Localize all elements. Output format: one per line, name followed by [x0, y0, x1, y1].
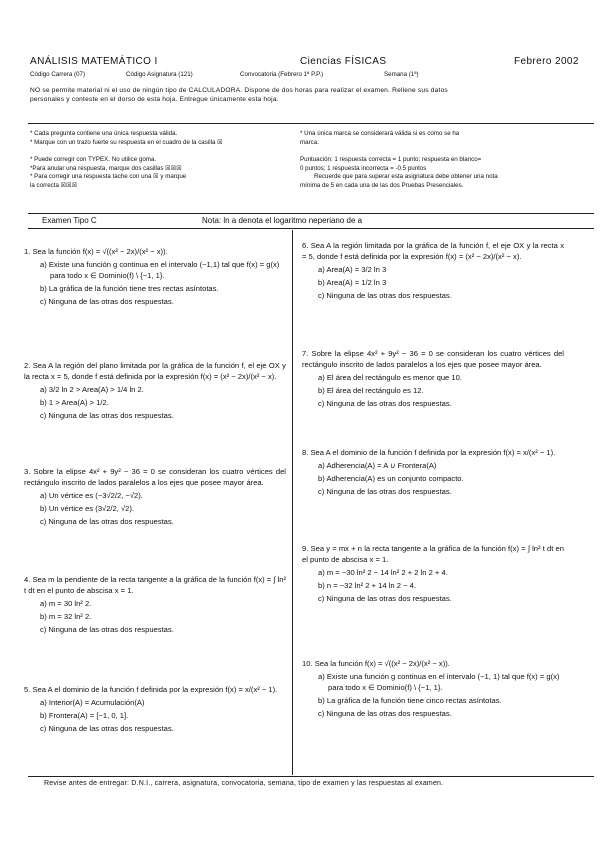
call-info: Convocatoria (Febrero 1ª P.P.) — [240, 71, 324, 78]
question-stem: Sea la función f(x) = √((x² − 2x)/(x² − x)). — [32, 247, 168, 256]
question-stem: Sea m la pendiente de la recta tangente a la gráfica de la función f(x) = ∫ ln² t dt en el punto de abscisa x = 1. — [24, 575, 286, 595]
question-stem: Sea y = mx + n la recta tangente a la gráfica de la función f(x) = ∫ ln² t dt en el punto de abscisa x = 1. — [302, 544, 564, 564]
question-number: 2. — [24, 361, 31, 370]
notice-line: NO se permite material ni el uso de ningún tipo de CALCULADORA. Dispone de dos horas para realizar el examen. Rellene sus datos — [30, 87, 448, 94]
question-1 — [24, 246, 286, 307]
exam-type: Examen Tipo C — [42, 216, 97, 225]
option-b[interactable]: b) Frontera(A) = [−1, 0, 1]. — [40, 711, 129, 720]
column-divider — [292, 230, 293, 775]
degree-title: Ciencias FÍSICAS — [300, 56, 387, 67]
option-b[interactable]: b) m = 32 ln² 2. — [40, 612, 92, 621]
option-c[interactable]: c) Ninguna de las otras dos respuestas. — [318, 399, 452, 408]
instruction-line: la correcta ☒☒☒ — [30, 181, 78, 189]
option-b[interactable]: b) Area(A) = 1/2 ln 3 — [318, 278, 387, 287]
career-code: Código Carrera (07) — [30, 71, 86, 78]
question-stem: Sea A el dominio de la función f definida por la expresión f(x) = x/(x² − 1). — [310, 448, 556, 457]
instruction-line: Puntuación: 1 respuesta correcta = 1 punto; respuesta en blanco= — [300, 156, 482, 163]
question-stem: Sea A el dominio de la función f definida por la expresión f(x) = x/(x² − 1). — [32, 685, 278, 694]
instruction-line: * Una única marca se considerará válida si es como se ha — [300, 130, 460, 137]
option-a[interactable]: a) Adherencia(A) = A ∪ Frontera(A) — [318, 461, 437, 470]
option-b[interactable]: b) La gráfica de la función tiene cinco rectas asíntotas. — [318, 696, 502, 705]
question-number: 3. — [24, 467, 31, 476]
question-number: 7. — [302, 349, 309, 358]
option-a[interactable]: a) El área del rectángulo es menor que 10. — [318, 373, 462, 382]
instructions-left — [30, 130, 288, 190]
divider — [28, 213, 594, 214]
question-number: 1. — [24, 247, 31, 256]
question-2 — [24, 360, 286, 421]
question-stem: Sea la función f(x) = √((x² − 2x)/(x² − x)). — [314, 659, 450, 668]
option-a[interactable]: a) 3/2 ln 2 > Area(A) > 1/4 ln 2. — [40, 385, 144, 394]
option-c[interactable]: c) Ninguna de las otras dos respuestas. — [318, 487, 452, 496]
notice-line: personales y conteste en el dorso de esta hoja. Entregue únicamente esta hoja. — [30, 96, 279, 103]
question-number: 6. — [302, 241, 309, 250]
option-c[interactable]: c) Ninguna de las otras dos respuestas. — [318, 291, 452, 300]
question-stem: Sobre la elipse 4x² + 9y² − 36 = 0 se consideran los cuatro vértices del rectángulo inscrito de lados paralelos a los ejes que posee mayor área. — [302, 349, 564, 369]
instruction-line: mínima de 5 en cada una de las dos Pruebas Presenciales. — [300, 181, 464, 189]
option-a[interactable]: a) m = 30 ln² 2. — [40, 599, 92, 608]
question-5 — [24, 684, 286, 734]
option-c[interactable]: c) Ninguna de las otras dos respuestas. — [40, 625, 174, 634]
question-number: 5. — [24, 685, 31, 694]
question-number: 4. — [24, 575, 31, 584]
question-stem: Sea A la región del plano limitada por la gráfica de la función f, el eje OX y la recta x = 5, donde f está definida por la expresión f(x) = (x² − 2x)/(x² − x). — [24, 361, 286, 381]
option-c[interactable]: c) Ninguna de las otras dos respuestas. — [40, 297, 174, 306]
exam-date: Febrero 2002 — [514, 56, 579, 67]
question-number: 8. — [302, 448, 309, 457]
log-note: Nota: ln a denota el logaritmo neperiano de a — [202, 216, 363, 225]
option-a[interactable]: a) Interior(A) = Acumulación(A) — [40, 698, 145, 707]
subject-code: Código Asignatura (121) — [126, 71, 193, 78]
question-9 — [302, 543, 564, 604]
question-6 — [302, 240, 564, 301]
option-a[interactable]: a) Un vértice es (−3√2/2, −√2). — [40, 491, 143, 500]
instruction-line: marca. — [300, 138, 319, 146]
instruction-line: * Marque con un trazo fuerte su respuesta en el cuadro de la casilla ☒ — [30, 138, 223, 146]
instruction-line: * Cada pregunta contiene una única respuesta válida. — [30, 130, 178, 137]
question-number: 9. — [302, 544, 309, 553]
question-number: 10. — [302, 659, 313, 668]
question-3 — [24, 466, 286, 527]
instruction-line: 0 puntos; 1 respuesta incorrecta = -0.5 puntos — [300, 164, 427, 172]
option-c[interactable]: c) Ninguna de las otras dos respuestas. — [318, 594, 452, 603]
divider — [28, 228, 594, 229]
question-stem: Sea A la región limitada por la gráfica de la función f, el eje OX y la recta x = 5, donde f está definida por la expresión f(x) = (x² − 2x)/(x² − x). — [302, 241, 564, 261]
notice — [30, 86, 590, 104]
instruction-line: *Para anular una respuesta, marque dos casillas ☒☒☒ — [30, 164, 182, 172]
divider — [28, 776, 594, 777]
option-b[interactable]: b) n = −32 ln² 2 + 14 ln 2 − 4. — [318, 581, 416, 590]
option-c[interactable]: c) Ninguna de las otras dos respuestas. — [40, 517, 174, 526]
question-8 — [302, 447, 564, 497]
instruction-line: * Para corregir una respuesta tache con una ☒ y marque — [30, 173, 187, 180]
question-stem: Sobre la elipse 4x² + 9y² − 36 = 0 se consideran los cuatro vértices del rectángulo inscrito de lados paralelos a los ejes que posee mayor área. — [24, 467, 286, 487]
instruction-line: Recuerde que para superar esta asignatura debe obtener una nota — [314, 173, 498, 180]
option-c[interactable]: c) Ninguna de las otras dos respuestas. — [318, 709, 452, 718]
option-c[interactable]: c) Ninguna de las otras dos respuestas. — [40, 411, 174, 420]
question-4 — [24, 574, 286, 635]
option-b[interactable]: b) 1 > Area(A) > 1/2. — [40, 398, 109, 407]
option-a[interactable]: a) Existe una función g continua en el intervalo (−1, 1) tal que f(x) = g(x) para todo x ∈ Dominio(f) \ {−1, 1}. — [318, 672, 560, 692]
week-info: Semana (1ª) — [384, 71, 419, 78]
option-a[interactable]: a) m = −30 ln² 2 − 14 ln² 2 + 2 ln 2 + 4. — [318, 568, 448, 577]
option-b[interactable]: b) El área del rectángulo es 12. — [318, 386, 424, 395]
instruction-line: * Puede corregir con TYPEX. No utilice goma. — [30, 156, 157, 163]
question-7 — [302, 348, 564, 409]
question-10 — [302, 658, 564, 719]
instructions-right — [300, 130, 590, 190]
footer-note: Revise antes de entregar: D.N.I., carrera, asignatura, convocatoria, semana, tipo de examen y las respuestas al examen. — [44, 780, 444, 787]
option-b[interactable]: b) La gráfica de la función tiene tres rectas asíntotas. — [40, 284, 219, 293]
option-a[interactable]: a) Area(A) = 3/2 ln 3 — [318, 265, 387, 274]
divider — [28, 123, 594, 124]
subject-title: ANÁLISIS MATEMÁTICO I — [30, 56, 158, 67]
option-a[interactable]: a) Existe una función g continua en el intervalo (−1,1) tal que f(x) = g(x) para todo x ∈ Dominio(f) \ {−1, 1}. — [40, 260, 280, 280]
option-b[interactable]: b) Un vértice es (3√2/2, √2). — [40, 504, 135, 513]
option-b[interactable]: b) Adherencia(A) es un conjunto compacto. — [318, 474, 464, 483]
option-c[interactable]: c) Ninguna de las otras dos respuestas. — [40, 724, 174, 733]
